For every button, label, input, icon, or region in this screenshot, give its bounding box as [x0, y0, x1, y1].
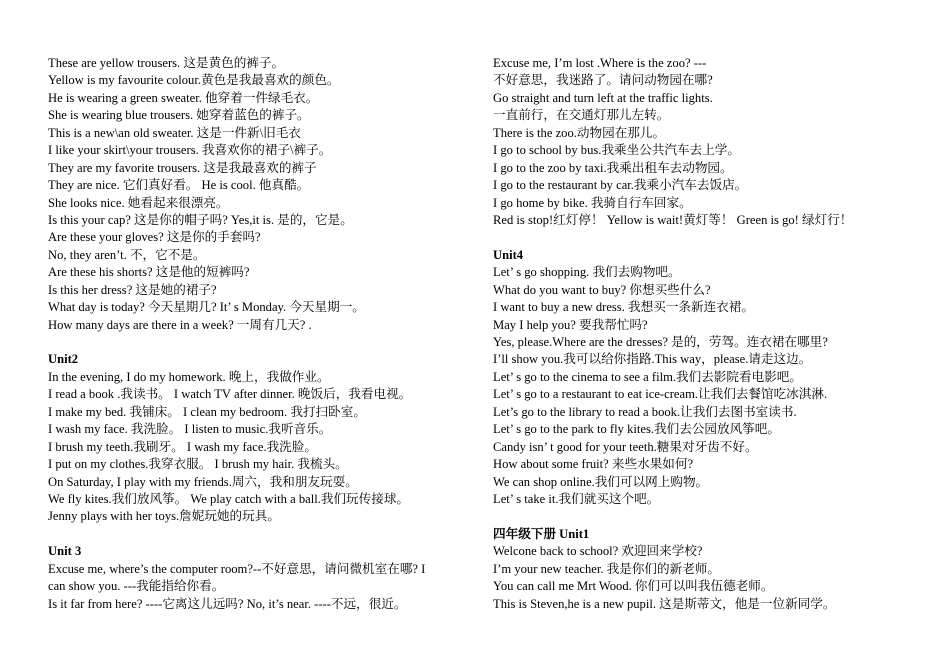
text-line: I put on my clothes.我穿衣服。 I brush my hair. 我梳头。	[48, 457, 348, 472]
unit4-heading: Unit4	[493, 247, 524, 262]
grade4-unit1-lines	[493, 543, 933, 613]
text-line: Welcone back to school? 欢迎回来学校?	[493, 544, 703, 559]
text-line: How many days are there in a week? 一周有几天? .	[48, 317, 312, 332]
text-line: I like your skirt\your trousers. 我喜欢你的裙子\裤子。	[48, 143, 332, 158]
text-line: She is wearing blue trousers. 她穿着蓝色的裤子。	[48, 108, 310, 123]
text-line: 不好意思，我迷路了。请问动物园在哪?	[493, 73, 713, 88]
spacer	[493, 508, 933, 525]
spacer	[493, 229, 933, 246]
text-line: I brush my teeth.我刷牙。 I wash my face.我洗脸。	[48, 439, 317, 454]
text-line: I want to buy a new dress. 我想买一条新连衣裙。	[493, 300, 754, 315]
text-line: I go to school by bus.我乘坐公共汽车去上学。	[493, 143, 740, 158]
text-line: Let’ s go shopping. 我们去购物吧。	[493, 265, 681, 280]
text-line: What day is today? 今天星期几? It’ s Monday. 今天星期一。	[48, 300, 365, 315]
text-line: I make my bed. 我铺床。 I clean my bedroom. 我打扫卧室。	[48, 404, 366, 419]
text-line: On Saturday, I play with my friends.周六，我和朋友玩耍。	[48, 474, 358, 489]
text-line: In the evening, I do my homework. 晚上，我做作业。	[48, 369, 330, 384]
text-line: I go to the zoo by taxi.我乘出租车去动物园。	[493, 160, 733, 175]
text-line: Let’ s go to the cinema to see a film.我们去影院看电影吧。	[493, 369, 802, 384]
text-line: They are nice. 它们真好看。 He is cool. 他真酷。	[48, 178, 310, 193]
unit2-lines	[48, 369, 468, 526]
spacer	[48, 526, 468, 543]
text-line: He is wearing a green sweater. 他穿着一件绿毛衣。	[48, 90, 319, 105]
text-line: I go home by bike. 我骑自行车回家。	[493, 195, 692, 210]
text-line: Yes, please.Where are the dresses? 是的，劳驾。连衣裙在哪里?	[493, 335, 828, 349]
text-line: I go to the restaurant by car.我乘小汽车去饭店。	[493, 178, 748, 193]
text-line: Let’ s go to a restaurant to eat ice-cream.让我们去餐馆吃冰淇淋.	[493, 387, 828, 402]
text-line: This is a new\an old sweater. 这是一件新\旧毛衣	[48, 125, 301, 140]
text-line: Is this your cap? 这是你的帽子吗? Yes,it is. 是的，它是。	[48, 212, 353, 227]
text-line: Is this her dress? 这是她的裙子?	[48, 282, 217, 297]
text-line: Let’s go to the library to read a book.让我们去图书室读书.	[493, 404, 797, 419]
unit4-lines	[493, 264, 933, 508]
text-line: They are my favorite trousers. 这是我最喜欢的裤子	[48, 160, 317, 175]
spacer	[48, 334, 468, 351]
text-line: She looks nice. 她看起来很漂亮。	[48, 195, 229, 210]
text-line: Excuse me, where’s the computer room?--不好意思，请问微机室在哪? I	[48, 561, 426, 576]
unit3-lines	[48, 561, 468, 613]
unit2-heading: Unit2	[48, 352, 79, 367]
text-line: We can shop online.我们可以网上购物。	[493, 474, 709, 489]
text-line: Candy isn’ t good for your teeth.糖果对牙齿不好。	[493, 439, 758, 454]
text-line: We fly kites.我们放风筝。 We play catch with a ball.我们玩传接球。	[48, 491, 410, 506]
text-line: Red is stop!红灯停！ Yellow is wait!黄灯等！ Green is go! 绿灯行！	[493, 212, 853, 227]
text-line: Go straight and turn left at the traffic lights.	[493, 90, 713, 105]
text-line: 一直前行，在交通灯那儿左转。	[493, 108, 670, 123]
text-line: I’ll show you.我可以给你指路.This way，please.请走这边。	[493, 352, 812, 367]
directions-and-transport-lines	[493, 55, 933, 229]
text-line: These are yellow trousers. 这是黄色的裤子。	[48, 56, 285, 70]
text-line: Let’ s go to the park to fly kites.我们去公园放风筝吧。	[493, 422, 780, 437]
text-line: No, they aren’t. 不，它不是。	[48, 247, 206, 262]
text-line: Jenny plays with her toys.詹妮玩她的玩具。	[48, 509, 280, 524]
text-line: There is the zoo.动物园在那儿。	[493, 125, 666, 140]
text-line: Let’ s take it.我们就买这个吧。	[493, 491, 660, 506]
grade4-unit1-heading: 四年级下册 Unit1	[493, 526, 590, 541]
text-line: I’m your new teacher. 我是你们的新老师。	[493, 561, 720, 576]
clothes-and-days-lines	[48, 55, 468, 334]
text-line: I read a book .我读书。 I watch TV after dinner. 晚饭后，我看电视。	[48, 387, 412, 402]
right-column	[493, 55, 933, 613]
text-line: Yellow is my favourite colour.黄色是我最喜欢的颜色。	[48, 73, 340, 88]
text-line: Are these your gloves? 这是你的手套吗?	[48, 230, 261, 245]
text-line: You can call me Mrt Wood. 你们可以叫我伍德老师。	[493, 579, 774, 594]
text-line: Is it far from here? ----它离这儿远吗? No, it’s near. ----不远，很近。	[48, 596, 407, 611]
text-line: May I help you? 要我帮忙吗?	[493, 317, 648, 332]
left-column	[48, 55, 468, 613]
text-line: This is Steven,he is a new pupil. 这是斯蒂文，他是一位新同学。	[493, 596, 836, 611]
text-line: can show you. ---我能指给你看。	[48, 579, 225, 594]
text-line: What do you want to buy? 你想买些什么?	[493, 282, 711, 297]
text-line: I wash my face. 我洗脸。 I listen to music.我听音乐。	[48, 422, 332, 437]
text-line: Are these his shorts? 这是他的短裤吗?	[48, 265, 250, 280]
text-line: Excuse me, I’m lost .Where is the zoo? ---	[493, 56, 707, 70]
unit3-heading: Unit 3	[48, 544, 82, 559]
text-line: How about some fruit? 来些水果如何?	[493, 457, 694, 472]
